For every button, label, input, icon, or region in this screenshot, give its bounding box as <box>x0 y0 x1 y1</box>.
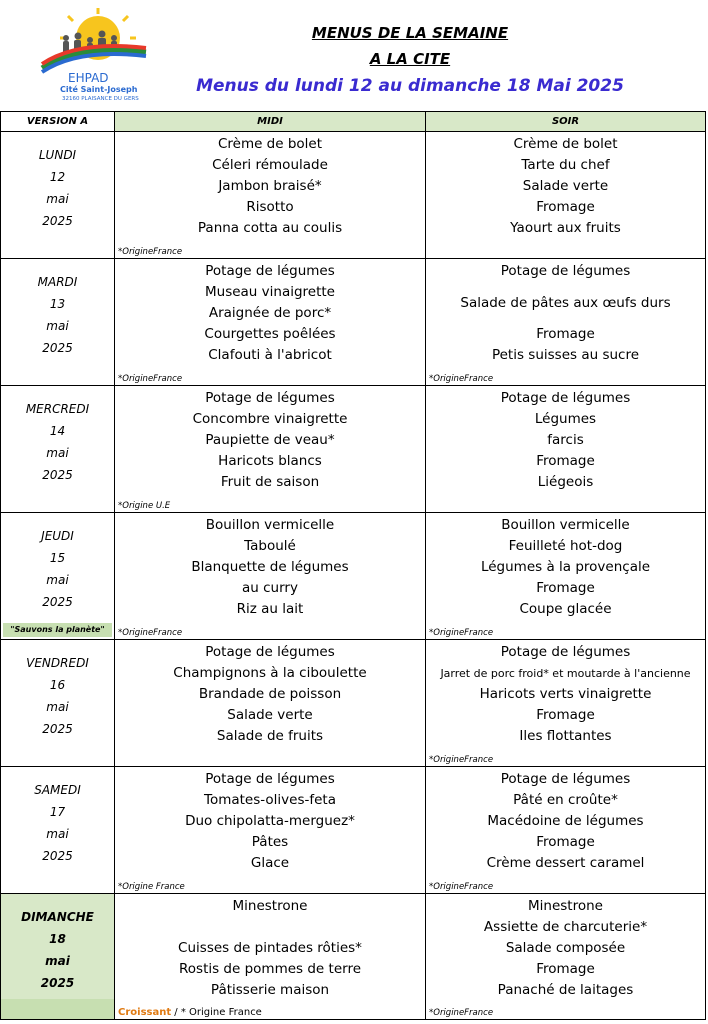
midi-dish: Crème de bolet <box>217 136 323 152</box>
day-cell <box>1 132 115 259</box>
day-year: 2025 <box>42 214 73 228</box>
soir-dish: Pâté en croûte* <box>513 792 618 808</box>
day-cell <box>1 767 115 894</box>
midi-origin-note: *OrigineFrance <box>118 374 183 384</box>
soir-dish: Fromage <box>536 199 595 215</box>
soir-dish: Assiette de charcuterie* <box>483 919 648 935</box>
soir-dish: Minestrone <box>528 898 603 914</box>
soir-header: SOIR <box>426 112 706 132</box>
midi-dish: Clafouti à l'abricot <box>208 347 332 363</box>
midi-dish: Champignons à la ciboulette <box>173 665 367 681</box>
soir-cell <box>426 386 706 513</box>
midi-dish <box>115 917 425 938</box>
day-month: mai <box>46 319 69 333</box>
soir-dish: Légumes <box>534 411 597 427</box>
soir-origin-note: *OrigineFrance <box>429 374 494 384</box>
midi-origin-note: *Origine France <box>118 882 185 892</box>
soir-dish: Potage de légumes <box>500 263 631 279</box>
day-day: JEUDI <box>41 529 74 543</box>
menu-date-range: Menus du lundi 12 au dimanche 18 Mai 2025 <box>196 76 624 96</box>
day-row <box>1 513 706 640</box>
soir-dish: Salade composée <box>505 940 626 956</box>
ehpad-logo <box>38 8 150 102</box>
soir-dish: Tarte du chef <box>521 157 610 173</box>
day-month: mai <box>46 446 69 460</box>
day-day: MERCREDI <box>25 402 90 416</box>
midi-dish: Araignée de porc* <box>208 305 332 321</box>
version-header: VERSION A <box>1 112 115 132</box>
day-row <box>1 767 706 894</box>
day-date: 12 <box>49 170 66 184</box>
soir-dish: Bouillon vermicelle <box>501 517 630 533</box>
midi-dish: Potage de légumes <box>205 390 335 406</box>
logo-address: 32160 PLAISANCE DU GERS <box>62 96 139 102</box>
day-date: 17 <box>49 805 66 819</box>
day-month: mai <box>46 192 69 206</box>
soir-dish: Potage de légumes <box>500 644 631 660</box>
day-year: 2025 <box>42 722 73 736</box>
soir-cell <box>426 894 706 1020</box>
midi-dish: Potage de légumes <box>205 644 335 660</box>
soir-dish: Feuilleté hot-dog <box>508 538 623 554</box>
day-row <box>1 132 706 259</box>
day-day: VENDREDI <box>26 656 89 670</box>
day-cell <box>1 386 115 513</box>
day-day: LUNDI <box>38 148 77 162</box>
midi-header: MIDI <box>115 112 426 132</box>
midi-dish: Cuisses de pintades rôties* <box>178 940 362 956</box>
midi-origin-note: *OrigineFrance <box>118 247 183 257</box>
soir-dish: Petis suisses au sucre <box>491 347 640 363</box>
day-row <box>1 894 706 1020</box>
midi-cell <box>115 640 426 767</box>
day-year: 2025 <box>42 595 73 609</box>
soir-dish: Salade verte <box>522 178 609 194</box>
day-cell <box>1 894 115 1020</box>
soir-dish: Fromage <box>536 707 595 723</box>
soir-cell <box>426 767 706 894</box>
midi-dish: Tomates-olives-feta <box>204 792 336 808</box>
soir-cell <box>426 132 706 259</box>
soir-dish: Panaché de laitages <box>497 982 634 998</box>
midi-cell <box>115 767 426 894</box>
soir-dish: Fromage <box>536 961 595 977</box>
day-row <box>1 640 706 767</box>
soir-dish: Fromage <box>536 580 595 596</box>
weekly-menu-table <box>0 111 706 1020</box>
soir-dish: Potage de légumes <box>500 771 631 787</box>
midi-dish: Potage de légumes <box>205 771 335 787</box>
soir-dish: Fromage <box>536 834 595 850</box>
soir-origin-note: *OrigineFrance <box>429 1008 494 1018</box>
soir-dish: Fromage <box>536 326 595 342</box>
day-month: mai <box>46 573 69 587</box>
soir-dish: Coupe glacée <box>519 601 612 617</box>
midi-origin-note: *Origine U.E <box>118 501 171 511</box>
midi-dish: au curry <box>242 580 298 596</box>
soir-cell <box>426 259 706 386</box>
midi-cell <box>115 513 426 640</box>
soir-dish: farcis <box>547 432 584 448</box>
day-row <box>1 259 706 386</box>
day-row <box>1 386 706 513</box>
midi-dish: Bouillon vermicelle <box>205 517 335 533</box>
day-date: 18 <box>49 932 66 946</box>
soir-dish: Crème dessert caramel <box>486 855 645 871</box>
midi-dish: Risotto <box>246 199 294 215</box>
soir-dish: Iles flottantes <box>519 728 612 744</box>
soir-dish: Potage de légumes <box>500 390 631 406</box>
midi-origin-note <box>118 1007 262 1018</box>
soir-dish: Crème de bolet <box>513 136 618 152</box>
soir-dish: Légumes à la provençale <box>480 559 651 575</box>
day-cell <box>1 513 115 640</box>
day-day: MARDI <box>37 275 78 289</box>
midi-origin-note: *OrigineFrance <box>118 628 183 638</box>
midi-cell <box>115 132 426 259</box>
soir-dish: Salade de pâtes aux œufs durs <box>460 295 671 311</box>
midi-dish: Minestrone <box>232 898 308 914</box>
soir-cell <box>426 513 706 640</box>
page-subtitle-location: A LA CITE <box>369 50 451 68</box>
day-cell <box>1 259 115 386</box>
logo-subtitle: Cité Saint-Joseph <box>60 85 138 94</box>
midi-dish: Panna cotta au coulis <box>197 220 343 236</box>
soir-dish: Haricots verts vinaigrette <box>479 686 652 702</box>
soir-origin-note: *OrigineFrance <box>429 882 494 892</box>
page-title: MENUS DE LA SEMAINE <box>311 24 509 42</box>
day-month: mai <box>45 954 70 968</box>
soir-dish: Liégeois <box>537 474 594 490</box>
day-year: 2025 <box>42 468 73 482</box>
soir-origin-note: *OrigineFrance <box>429 755 494 765</box>
soir-cell <box>426 640 706 767</box>
midi-dish: Concombre vinaigrette <box>192 411 348 427</box>
day-year: 2025 <box>40 976 75 990</box>
soir-dish: Macédoine de légumes <box>487 813 644 829</box>
midi-dish: Haricots blancs <box>218 453 322 469</box>
day-year: 2025 <box>42 341 73 355</box>
midi-dish: Rostis de pommes de terre <box>179 961 361 977</box>
logo-name: EHPAD <box>68 71 109 85</box>
midi-dish: Pâtisserie maison <box>210 982 330 998</box>
planet-badge: "Sauvons la planète" <box>3 623 112 637</box>
day-cell <box>1 640 115 767</box>
soir-origin-note: *OrigineFrance <box>429 628 494 638</box>
midi-dish: Riz au lait <box>236 601 304 617</box>
midi-dish: Taboulé <box>244 538 296 554</box>
midi-dish: Salade verte <box>227 707 313 723</box>
midi-dish: Fruit de saison <box>220 474 320 490</box>
midi-dish: Céleri rémoulade <box>212 157 328 173</box>
midi-dish: Paupiette de veau* <box>205 432 335 448</box>
day-month: mai <box>46 827 69 841</box>
day-date: 13 <box>49 297 66 311</box>
midi-dish: Pâtes <box>251 834 289 850</box>
midi-cell <box>115 894 426 1020</box>
day-month: mai <box>46 700 69 714</box>
midi-dish: Potage de légumes <box>205 263 335 279</box>
midi-dish: Museau vinaigrette <box>204 284 335 300</box>
midi-dish: Blanquette de légumes <box>191 559 349 575</box>
day-date: 14 <box>49 424 66 438</box>
day-date: 16 <box>49 678 66 692</box>
midi-dish: Salade de fruits <box>216 728 324 744</box>
midi-cell <box>115 259 426 386</box>
day-day: SAMEDI <box>34 783 81 797</box>
day-date: 15 <box>49 551 66 565</box>
midi-dish: Jambon braisé* <box>218 178 322 194</box>
day-day: DIMANCHE <box>21 910 94 924</box>
soir-dish: Jarret de porc froid* et moutarde à l'ancienne <box>440 667 691 680</box>
midi-dish: Duo chipolatta-merguez* <box>185 813 355 829</box>
sunday-footer-strip <box>1 999 114 1019</box>
origin-text: / * Origine France <box>171 1007 262 1018</box>
midi-dish: Courgettes poêlées <box>204 326 336 342</box>
croissant-note: Croissant <box>118 1007 172 1018</box>
day-year: 2025 <box>42 849 73 863</box>
midi-dish: Glace <box>250 855 290 871</box>
soir-dish: Fromage <box>536 453 595 469</box>
soir-dish: Yaourt aux fruits <box>510 220 621 236</box>
midi-dish: Brandade de poisson <box>198 686 342 702</box>
midi-cell <box>115 386 426 513</box>
